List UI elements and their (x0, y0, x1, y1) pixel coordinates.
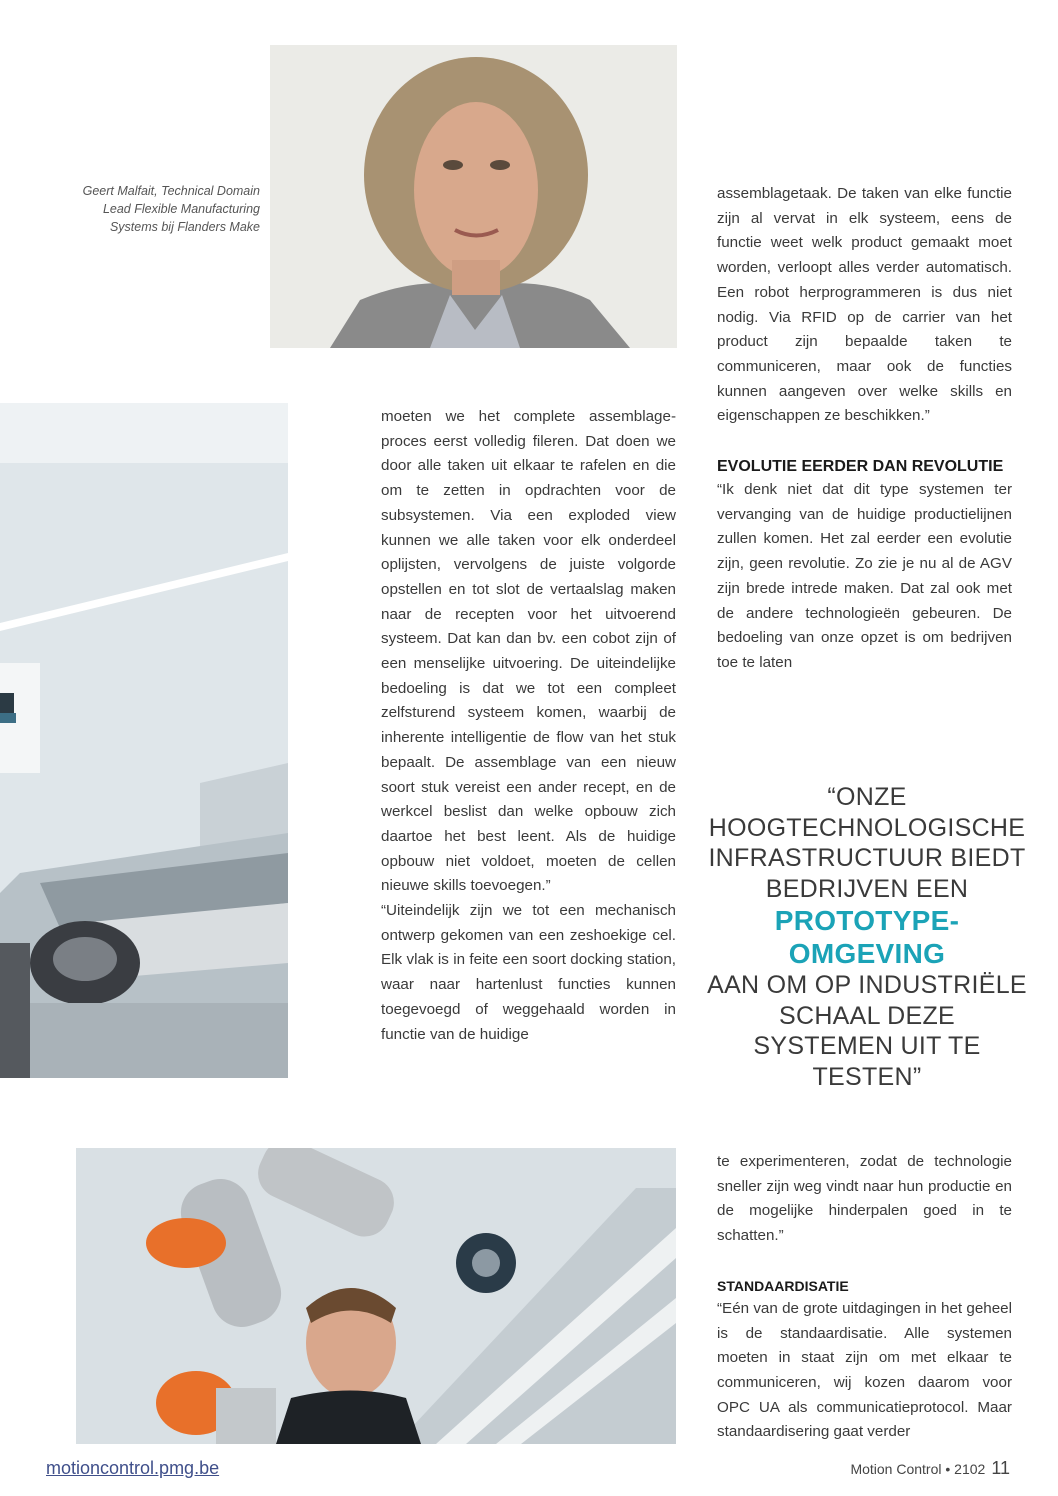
article-column-middle (381, 405, 676, 1047)
pull-quote (706, 782, 1028, 1092)
body-paragraph: “Uiteindelijk zijn we tot een mechanisch ontwerp gekomen van een zeshoekige cel. Elk vlak is in feite een soort docking station, waar naar hartenlust functies kunnen toegevoegd of weggehaald worden in functie van de huidige (381, 902, 676, 1043)
page-footer (850, 1458, 1010, 1479)
body-paragraph: moeten we het complete assemblageproces eerst volledig fileren. Dat doen we door alle taken uit elkaar te rafelen en die om te zetten in opdrachten voor de subsystemen. Via een exploded view kunnen we alle taken voor elk onderdeel oplijsten, vervolgens de juiste volgorde opstellen en tot slot de vertaalslag maken naar de recepten voor het uitvoerend systeem. Dat kan dan bv. een cobot zijn of een menselijke uitvoering. De uiteindelijke bedoeling is dat we tot een compleet zelfsturend systeem komen, waarbij de inherente intelligentie de flow van het stuk bepaalt. De assemblage van een nieuw soort stuk vereist een ander recept, en de werkcel beslist dan welke opbouw zich daartoe het best leent. Als de huidige opbouw niet voldoet, moeten de cellen nieuwe skills toevoegen.” (381, 408, 676, 895)
body-paragraph: “Ik denk niet dat dit type systemen ter vervanging van de huidige productielijnen zullen komen. Het zal eerder een evolutie zijn, geen revolutie. Zo zie je nu al de AGV zijn brede intrede maken. Dat zal ook met de andere technologieën gebeuren. De bedoeling van onze opzet is om bedrijven toe te laten (717, 481, 1012, 671)
section-heading: EVOLUTIE EERDER DAN REVOLUTIE (717, 458, 1004, 476)
magazine-issue: Motion Control • 2102 (850, 1461, 986, 1477)
article-column-right-top (717, 182, 1012, 676)
caption-line: Geert Malfait, Technical Domain (82, 184, 260, 198)
pull-quote-text: AAN OM OP INDUSTRIËLE SCHAAL DEZE SYSTEMEN UIT TE TESTEN” (707, 971, 1027, 1091)
portrait-photo (270, 45, 677, 348)
lab-workcell-photo (0, 403, 288, 1078)
page-number: 11 (991, 1458, 1010, 1478)
caption-line: Lead Flexible Manufacturing (102, 202, 260, 216)
body-paragraph: assemblagetaak. De taken van elke functie zijn al vervat in elk systeem, eens de functie weet welk product gemaakt moet worden, verloopt alles verder automatisch. Een robot herprogrammeren is dus niet nodig. Via RFID op de carrier van het product zijn bepaalde taken te communiceren, maar ook de functies kunnen aangeven over welke skills en eigenschappen ze beschikken.” (717, 185, 1012, 425)
pull-quote-highlight: PROTOTYPE-OMGEVING (774, 905, 960, 969)
body-paragraph: “Eén van de grote uitdagingen in het geheel is de standaardisatie. Alle systemen moeten in staat zijn om met elkaar te communiceren, wij kozen daarom voor OPC UA als communicatieprotocol. Maar standaardisering gaat verder (717, 1299, 1012, 1441)
photo-caption (40, 182, 260, 236)
site-link[interactable]: motioncontrol.pmg.be (46, 1458, 220, 1478)
caption-line: Systems bij Flanders Make (109, 220, 260, 234)
body-paragraph: te experimenteren, zodat de technologie sneller zijn weg vindt naar hun productie en de mogelijke hinderpalen goed in te schatten.” (717, 1153, 1012, 1245)
pull-quote-text: “ONZE HOOGTECHNOLOGISCHE INFRASTRUCTUUR BIEDT BEDRIJVEN EEN (708, 783, 1026, 903)
section-heading: STANDAARDISATIE (717, 1277, 849, 1294)
article-column-right-bottom (717, 1150, 1012, 1445)
cobot-engineer-photo (76, 1148, 676, 1444)
